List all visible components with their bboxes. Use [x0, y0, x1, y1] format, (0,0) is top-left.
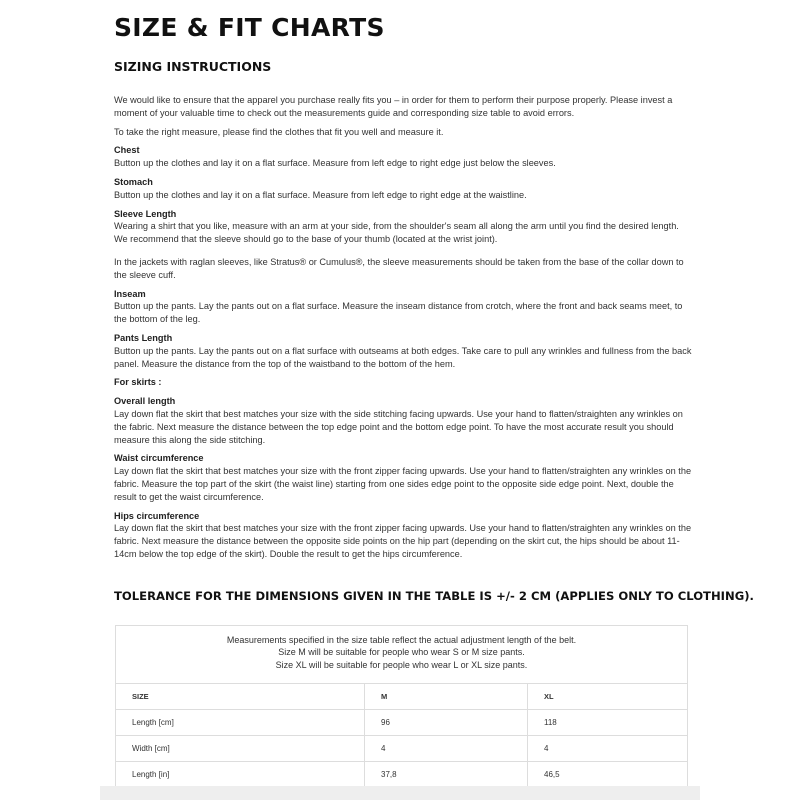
table-cell: Width [cm] [116, 736, 365, 762]
table-note: Size XL will be suitable for people who wear L or XL size pants. [275, 659, 528, 670]
table-note: Measurements specified in the size table reflect the actual adjustment length of the belt. [226, 635, 577, 645]
instructions-content [114, 94, 694, 561]
chest-heading: Chest [114, 145, 140, 156]
overall-length-heading: Overall length [114, 396, 176, 407]
table-cell: Length [in] [116, 762, 365, 788]
tolerance-note: TOLERANCE FOR THE DIMENSIONS GIVEN IN THE TABLE IS +/- 2 CM (APPLIES ONLY TO CLOTHING). [114, 589, 754, 603]
waist-text: Lay down flat the skirt that best matches your size with the front zipper facing upwards. Use your hand to flatten/straighten any wrinkles on the fabric. Measure the top part of the skirt (the waist line) starting from one sides edge point to the opposite side edge point. Next, double the result to get the waist circumference. [114, 466, 692, 502]
table-row [116, 762, 687, 788]
table-cell: 118 [528, 710, 688, 736]
header-m: M [365, 684, 528, 710]
size-table [116, 683, 687, 787]
page-title: SIZE & FIT CHARTS [114, 13, 385, 42]
section-title: SIZING INSTRUCTIONS [114, 59, 272, 74]
sleeve-text: Wearing a shirt that you like, measure with an arm at your side, from the shoulder's seam all along the arm until you find the desired length. We recommend that the sleeve should go to the base of your thumb (located at the wrist joint). [114, 221, 679, 245]
table-cell: 46,5 [528, 762, 688, 788]
inseam-text: Button up the pants. Lay the pants out on a flat surface. Measure the inseam distance from crotch, where the front and back seams meet, to the bottom of the leg. [114, 301, 683, 325]
chest-text: Button up the clothes and lay it on a flat surface. Measure from left edge to right edge just below the sleeves. [114, 158, 556, 169]
waist-heading: Waist circumference [114, 453, 204, 464]
table-header-row [116, 684, 687, 710]
header-xl: XL [528, 684, 688, 710]
table-note: Size M will be suitable for people who wear S or M size pants. [278, 647, 525, 658]
intro-paragraph: We would like to ensure that the apparel you purchase really fits you – in order for them to perform their purpose properly. Please invest a moment of your valuable time to check out the measurements guide and corresponding size table to avoid errors. [114, 95, 673, 118]
table-cell: 4 [528, 736, 688, 762]
sleeve-heading: Sleeve Length [114, 208, 177, 219]
table-cell: Length [cm] [116, 710, 365, 736]
table-row [116, 736, 687, 762]
size-table-panel [115, 625, 688, 786]
header-size: SIZE [116, 684, 365, 710]
table-cell: 37,8 [365, 762, 528, 788]
table-row [116, 710, 687, 736]
intro-paragraph: To take the right measure, please find the clothes that fit you well and measure it. [114, 126, 444, 137]
skirts-label: For skirts : [114, 377, 162, 388]
hips-text: Lay down flat the skirt that best matches your size with the front zipper facing upwards. Use your hand to flatten/straighten any wrinkles on the fabric. Next measure the distance between the opposite side points on the hip part (depending on the skirt cut, the hips should be about 11-14cm below the top edge of the skirt). Double the result to get the hips circumference. [114, 523, 692, 559]
table-cell: 96 [365, 710, 528, 736]
pants-length-text: Button up the pants. Lay the pants out on a flat surface with outseams at both edges. Take care to pull any wrinkles and fullness from the back panel. Measure the distance from the top of the waistband to the bottom of the hem. [114, 345, 692, 369]
inseam-heading: Inseam [114, 288, 146, 299]
table-cell: 4 [365, 736, 528, 762]
hips-heading: Hips circumference [114, 510, 200, 521]
stomach-heading: Stomach [114, 176, 153, 187]
footer-strip [100, 786, 700, 800]
stomach-text: Button up the clothes and lay it on a flat surface. Measure from left edge to right edge at the waistline. [114, 189, 527, 200]
pants-length-heading: Pants Length [114, 332, 173, 343]
table-notes [116, 626, 687, 671]
overall-length-text: Lay down flat the skirt that best matches your size with the side stitching facing upwards. Use your hand to flatten/straighten any wrinkles on the fabric. Next measure the distance between the top edge point and the bottom edge point. To have the most accurate result you should measure this along the side stitching. [114, 408, 683, 445]
sleeve-raglan-text: In the jackets with raglan sleeves, like Stratus® or Cumulus®, the sleeve measurements should be taken from the base of the collar down to the sleeve cuff. [114, 256, 684, 280]
